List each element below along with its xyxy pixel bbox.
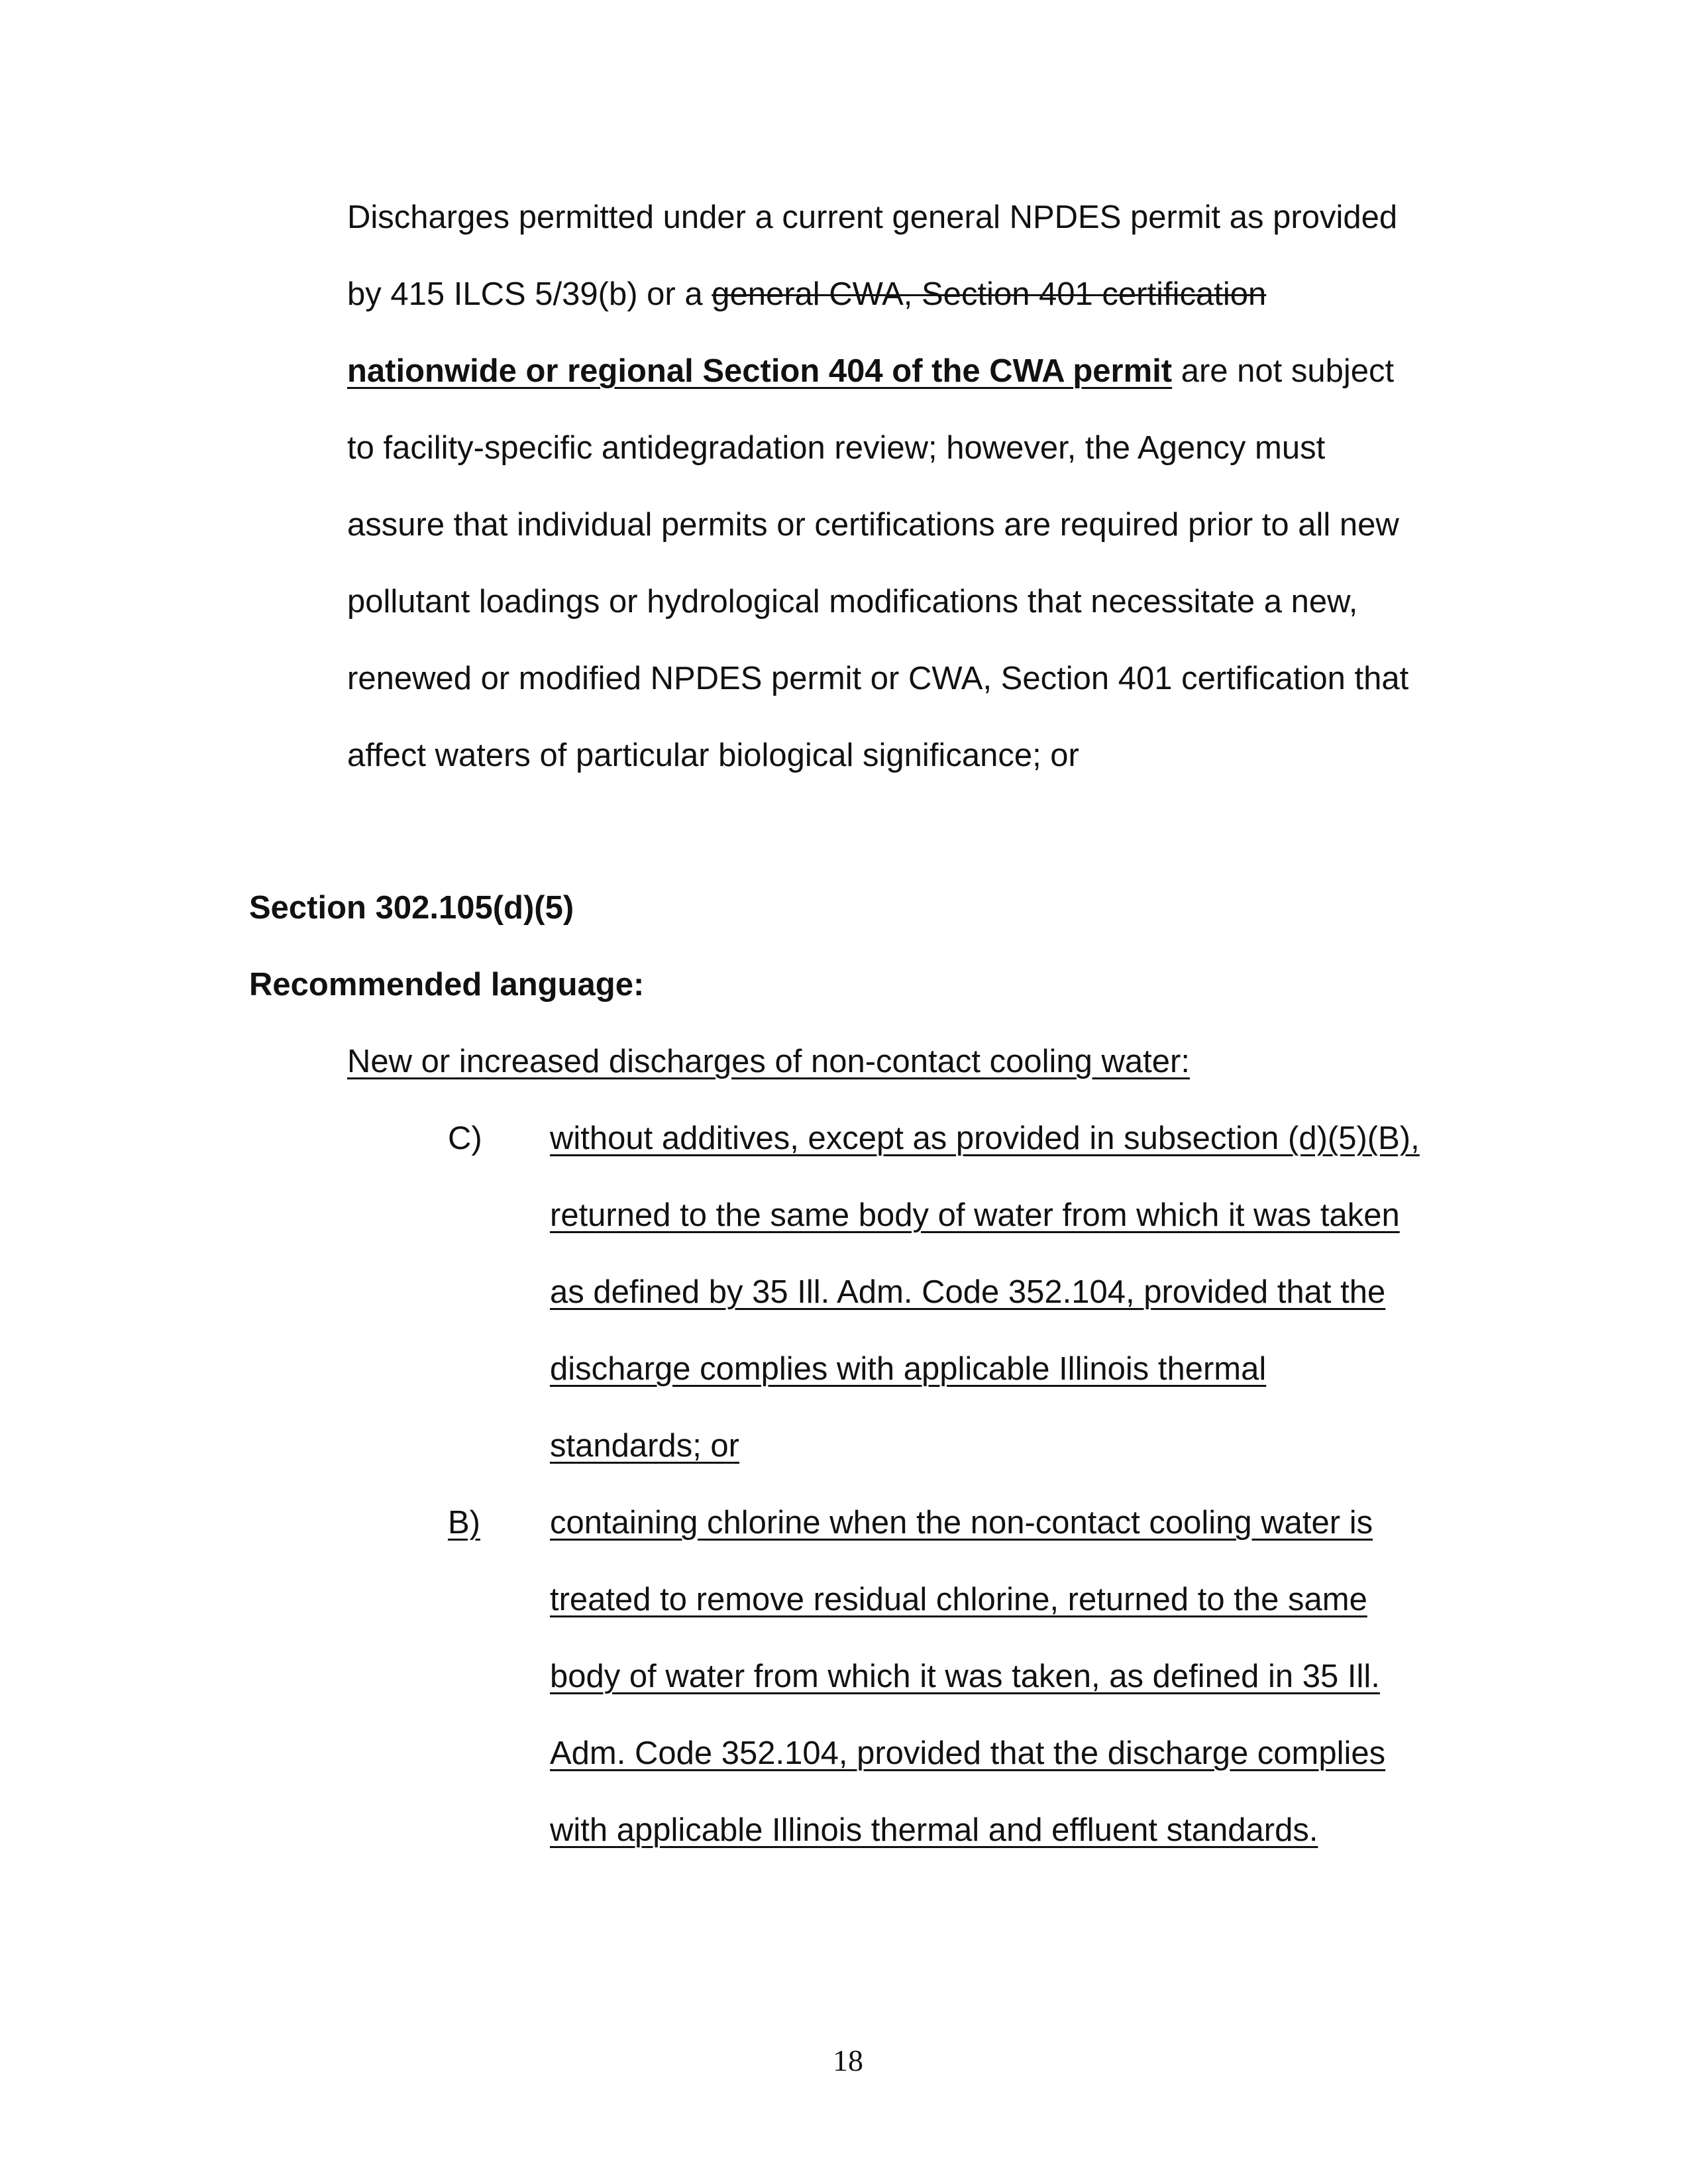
paragraph-line [347,274,1266,314]
item-b-line: treated to remove residual chlorine, returned to the same [550,1582,1367,1617]
item-c-line: discharge complies with applicable Illinois thermal [550,1351,1267,1387]
paragraph-line: pollutant loadings or hydrological modifications that necessitate a new, [347,584,1358,620]
paragraph-line: to facility-specific antidegradation review; however, the Agency must [347,430,1326,466]
plain-text: by 415 ILCS 5/39(b) or a [347,276,712,312]
page-number: 18 [833,2044,863,2077]
paragraph-line: assure that individual permits or certifications are required prior to all new [347,507,1399,543]
inserted-text: nationwide or regional Section 404 of the CWA permit [347,353,1173,389]
item-c-marker: C) [448,1120,482,1156]
plain-text: are not subject [1172,353,1395,389]
item-b-line: containing chlorine when the non-contact cooling water is [550,1505,1373,1541]
item-c-line: standards; or [550,1428,739,1464]
item-c-line: as defined by 35 Ill. Adm. Code 352.104, provided that the [550,1274,1386,1310]
paragraph-line: renewed or modified NPDES permit or CWA, Section 401 certification that [347,661,1409,696]
struck-text: general CWA, Section 401 certification [712,276,1267,312]
recommended-intro: New or increased discharges of non-contact cooling water: [347,1044,1190,1079]
item-b-line: with applicable Illinois thermal and effluent standards. [550,1812,1318,1848]
item-b-marker: B) [448,1505,480,1541]
item-c-line: without additives, except as provided in subsection (d)(5)(B), [550,1120,1420,1156]
paragraph-line: affect waters of particular biological significance; or [347,737,1079,773]
section-subtitle: Recommended language: [249,967,645,1003]
paragraph-line [347,351,1394,391]
section-title: Section 302.105(d)(5) [249,890,574,926]
item-c-line: returned to the same body of water from which it was taken [550,1197,1400,1233]
item-b-line: Adm. Code 352.104, provided that the discharge complies [550,1735,1386,1771]
item-b-line: body of water from which it was taken, as defined in 35 Ill. [550,1659,1380,1694]
paragraph-line: Discharges permitted under a current general NPDES permit as provided [347,199,1398,235]
